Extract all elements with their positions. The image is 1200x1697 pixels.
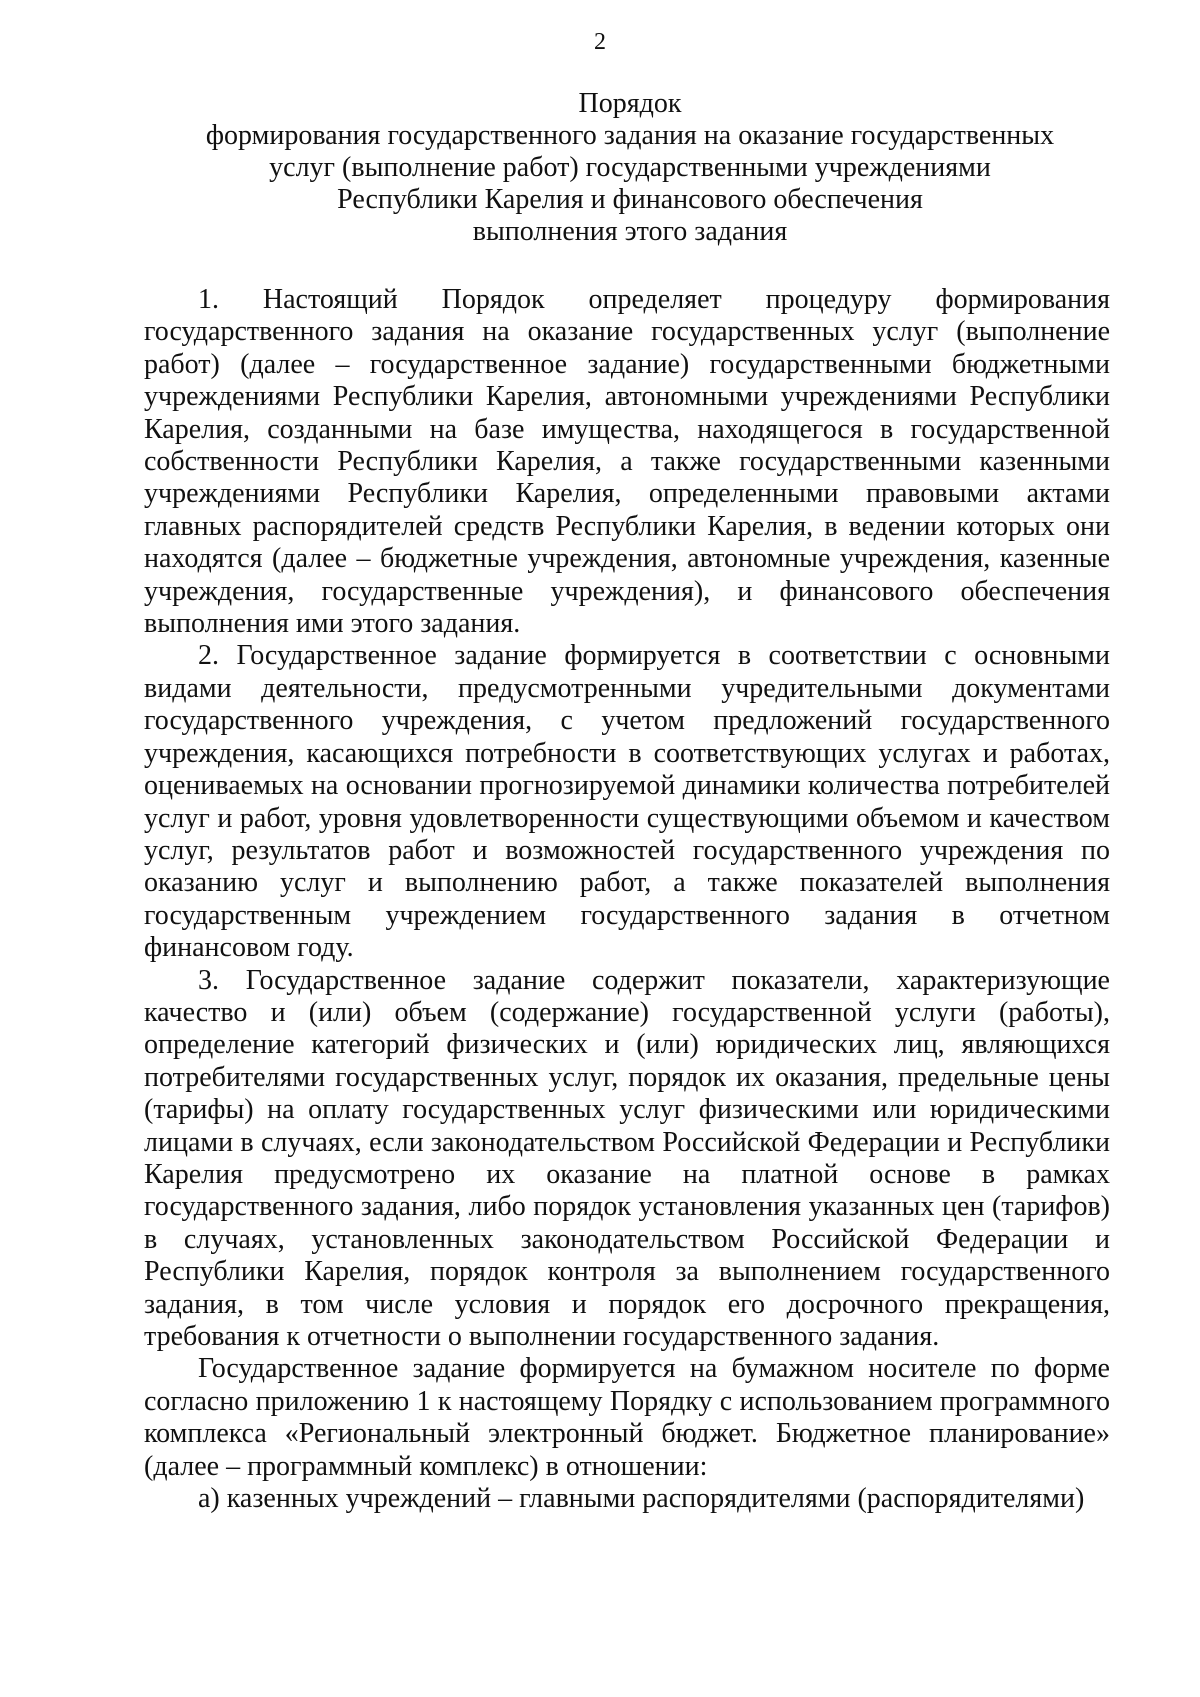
paragraph-3: 3. Государственное задание содержит показатели, характеризующие качество и (или) объем (содержание) государственной услуги (работы), определение категорий физических и (или) юридических лиц, являющихся потребителями государственных услуг, порядок их оказания, предельные цены (тарифы) на оплату государственных услуг физическими или юридическими лицами в случаях, если законодательством Российской Федерации и Республики Карелия предусмотрено их оказание на платной основе в рамках государственного задания, либо порядок установления указанных цен (тарифов) в случаях, установленных законодательством Российской Федерации и Республики Карелия, порядок контроля за выполнением государственного задания, в том числе условия и порядок его досрочного прекращения, требования к отчетности о выполнении государственного задания. — [144, 964, 1110, 1352]
paragraph-4: Государственное задание формируется на бумажном носителе по форме согласно приложению 1 к настоящему Порядку с использованием программного комплекса «Региональный электронный бюджет. Бюджетное планирование» (далее – программный комплекс) в отношении: — [144, 1353, 1110, 1482]
title-line: формирования государственного задания на оказание государственных — [205, 120, 1055, 151]
title-line: услуг (выполнение работ) государственными учреждениями — [269, 152, 991, 183]
title-line: выполнения этого задания — [472, 216, 788, 247]
page-number: 2 — [594, 29, 606, 55]
paragraph-1: 1. Настоящий Порядок определяет процедуру формирования государственного задания на оказание государственных услуг (выполнение работ) (далее – государственное задание) государственными бюджетными учреждениями Республики Карелия, автономными учреждениями Республики Карелия, созданными на базе имущества, находящегося в государственной собственности Республики Карелия, а также государственными казенными учреждениями Республики Карелия, определенными правовыми актами главных распорядителей средств Республики Карелия, в ведении которых они находятся (далее – бюджетные учреждения, автономные учреждения, казенные учреждения, государственные учреждения), и финансового обеспечения выполнения ими этого задания. — [144, 284, 1110, 640]
title-line: Республики Карелия и финансового обеспечения — [337, 184, 923, 215]
document-body — [144, 284, 1110, 1515]
paragraph-5: а) казенных учреждений – главными распорядителями (распорядителями) — [198, 1483, 1085, 1515]
title-line: Порядок — [578, 88, 682, 119]
paragraph-2: 2. Государственное задание формируется в соответствии с основными видами деятельности, предусмотренными учредительными документами государственного учреждения, с учетом предложений государственного учреждения, касающихся потребности в соответствующих услугах и работах, оцениваемых на основании прогнозируемой динамики количества потребителей услуг и работ, уровня удовлетворенности существующими объемом и качеством услуг, результатов работ и возможностей государственного учреждения по оказанию услуг и выполнению работ, а также показателей выполнения государственным учреждением государственного задания в отчетном финансовом году. — [144, 640, 1110, 964]
document-title — [150, 88, 1110, 248]
